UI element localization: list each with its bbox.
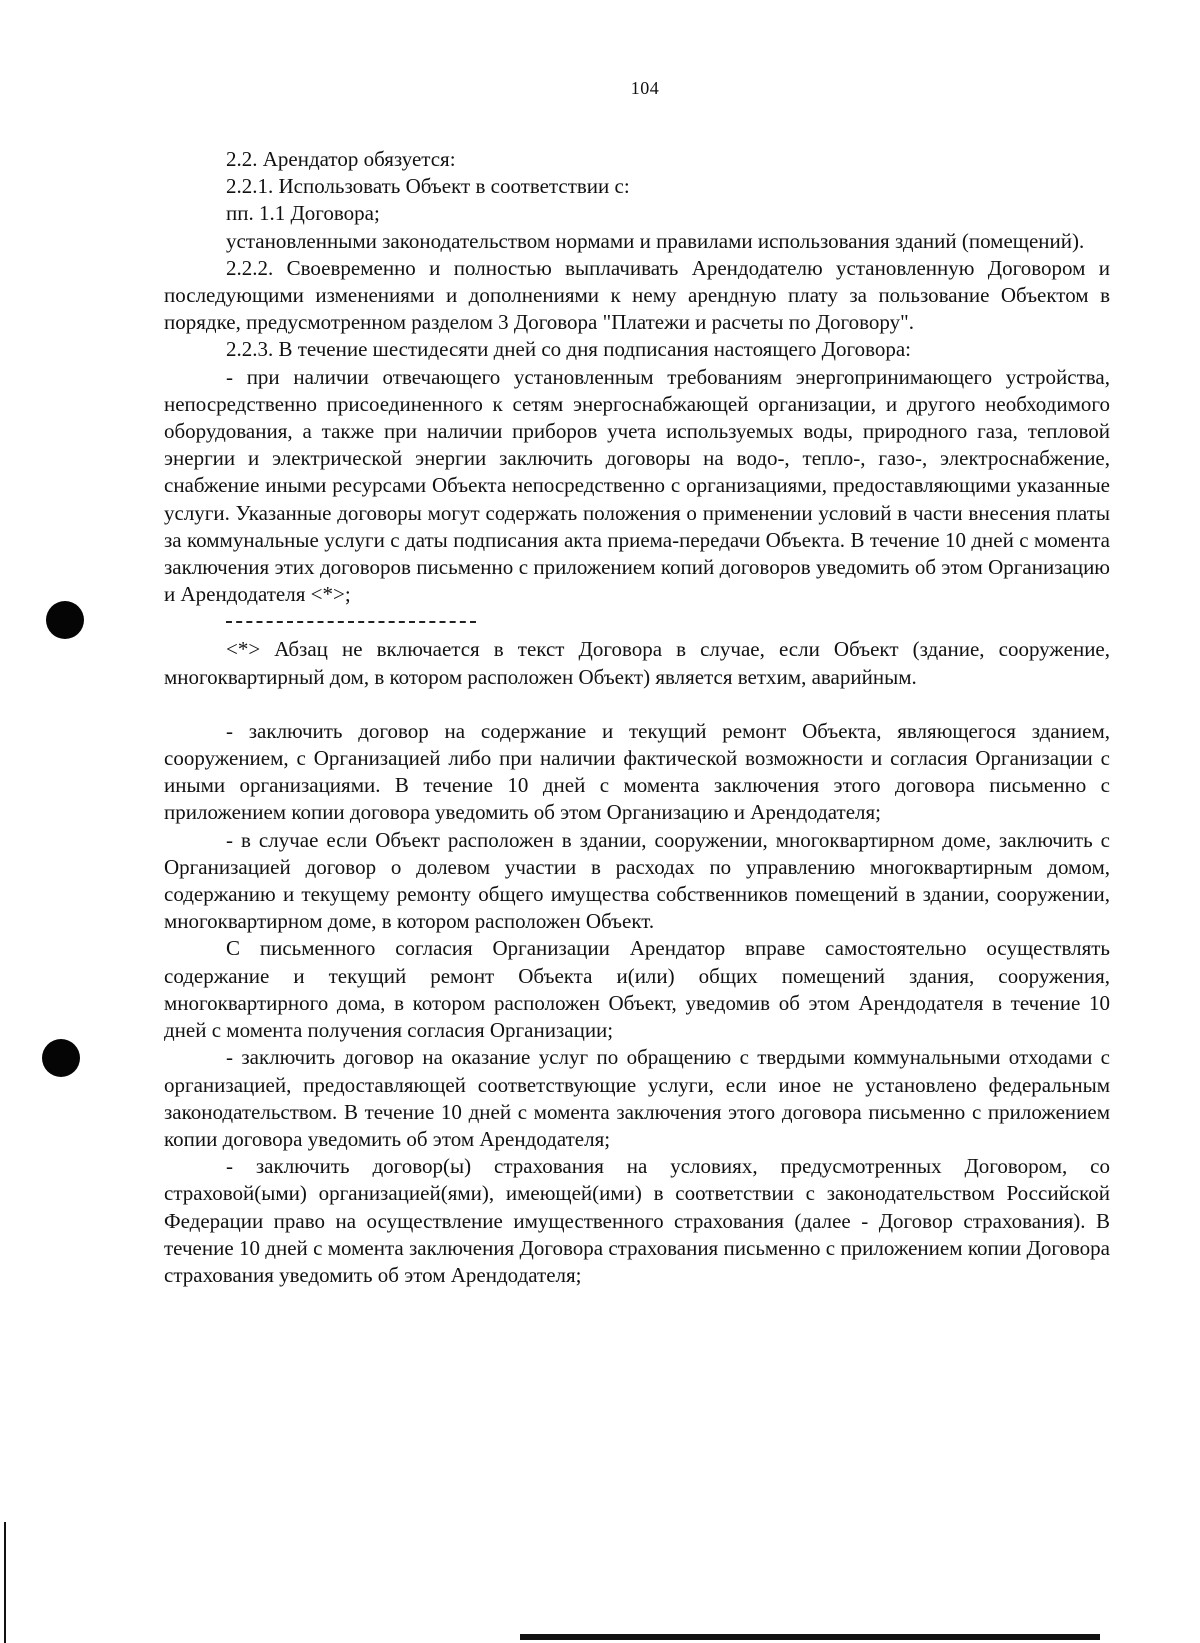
clause-shared-costs: - в случае если Объект расположен в здании, сооружении, многоквартирном доме, заключить с Организацией договор о долевом участии в расходах по управлению многоквартирным домом, содержанию и текущему ремонту общего имущества собственников помещений в здании, сооружении, многоквартирном доме, в котором расположен Объект. [164,827,1110,934]
clause-item-1-1: пп. 1.1 Договора; [226,201,380,226]
punch-hole-bottom [42,1039,80,1077]
footnote: <*> Абзац не включается в текст Договора в случае, если Объект (здание, сооружение, многоквартирный дом, в котором расположен Объект) является ветхим, аварийным. [164,637,1110,689]
punch-hole-top [46,601,84,639]
clause-2-2-1: 2.2.1. Использовать Объект в соответствии с: [226,174,630,199]
clause-waste: - заключить договор на оказание услуг по обращению с твердыми коммунальными отходами с организацией, предоставляющей соответствующие услуги, если иное не установлено федеральным законодательством. В течение 10 дней с момента заключения этого договора письменно с приложением копии договора уведомить об этом Арендодателя; [164,1045,1110,1151]
clause-insurance: - заключить договор(ы) страхования на условиях, предусмотренных Договором, со страховой(ыми) организацией(ями), имеющей(ими) в соответствии с законодательством Российской Федерации право на осуществление имущественного страхования (далее - Договор страхования). В течение 10 дней с момента заключения Договора страхования письменно с приложением копии Договора страхования уведомить об этом Арендодателя; [164,1154,1110,1287]
footnote-separator [226,621,476,623]
clause-item-norms: установленными законодательством нормами и правилами использования зданий (помещений). [226,228,1085,253]
document-body [164,146,1110,1289]
clause-utilities: - при наличии отвечающего установленным требованиям энергопринимающего устройства, непосредственно присоединенного к сетям энергоснабжающей организации, и другого необходимого оборудования, а также при наличии приборов учета используемых воды, природного газа, тепловой энергии и электрической энергии заключить договоры на водо-, тепло-, газо-, электроснабжение, снабжение иными ресурсами Объекта непосредственно с организациями, предоставляющими указанные услуги. Указанные договоры могут содержать положения о применении условий в части внесения платы за коммунальные услуги с даты подписания акта приема-передачи Объекта. В течение 10 дней с момента заключения этих договоров письменно с приложением копий договоров уведомить об этом Организацию и Арендодателя <*>; [164,364,1110,607]
scan-bottom-bar [520,1634,1100,1640]
clause-self-maintenance: С письменного согласия Организации Арендатор вправе самостоятельно осуществлять содержание и текущий ремонт Объекта и(или) общих помещений здания, сооружения, многоквартирного дома, в котором расположен Объект, уведомив об этом Арендодателя в течение 10 дней с момента получения согласия Организации; [164,936,1110,1043]
clause-maintenance: - заключить договор на содержание и текущий ремонт Объекта, являющегося зданием, сооружением, с Организацией либо при наличии фактической возможности и согласия Организации с иными организациями. В течение 10 дней с момента заключения этого договора письменно с приложением копии договора уведомить об этом Организацию и Арендодателя; [164,718,1110,825]
clause-2-2-3: 2.2.3. В течение шестидесяти дней со дня подписания настоящего Договора: [226,337,912,362]
page-number: 104 [630,78,660,98]
spacer [164,691,1110,718]
clause-2-2: 2.2. Арендатор обязуется: [226,147,456,171]
scan-edge-line [4,1522,6,1643]
clause-2-2-2: 2.2.2. Своевременно и полностью выплачивать Арендодателю установленную Договором и последующими изменениями и дополнениями к нему арендную плату за пользование Объектом в порядке, предусмотренном разделом 3 Договора "Платежи и расчеты по Договору". [164,255,1110,335]
